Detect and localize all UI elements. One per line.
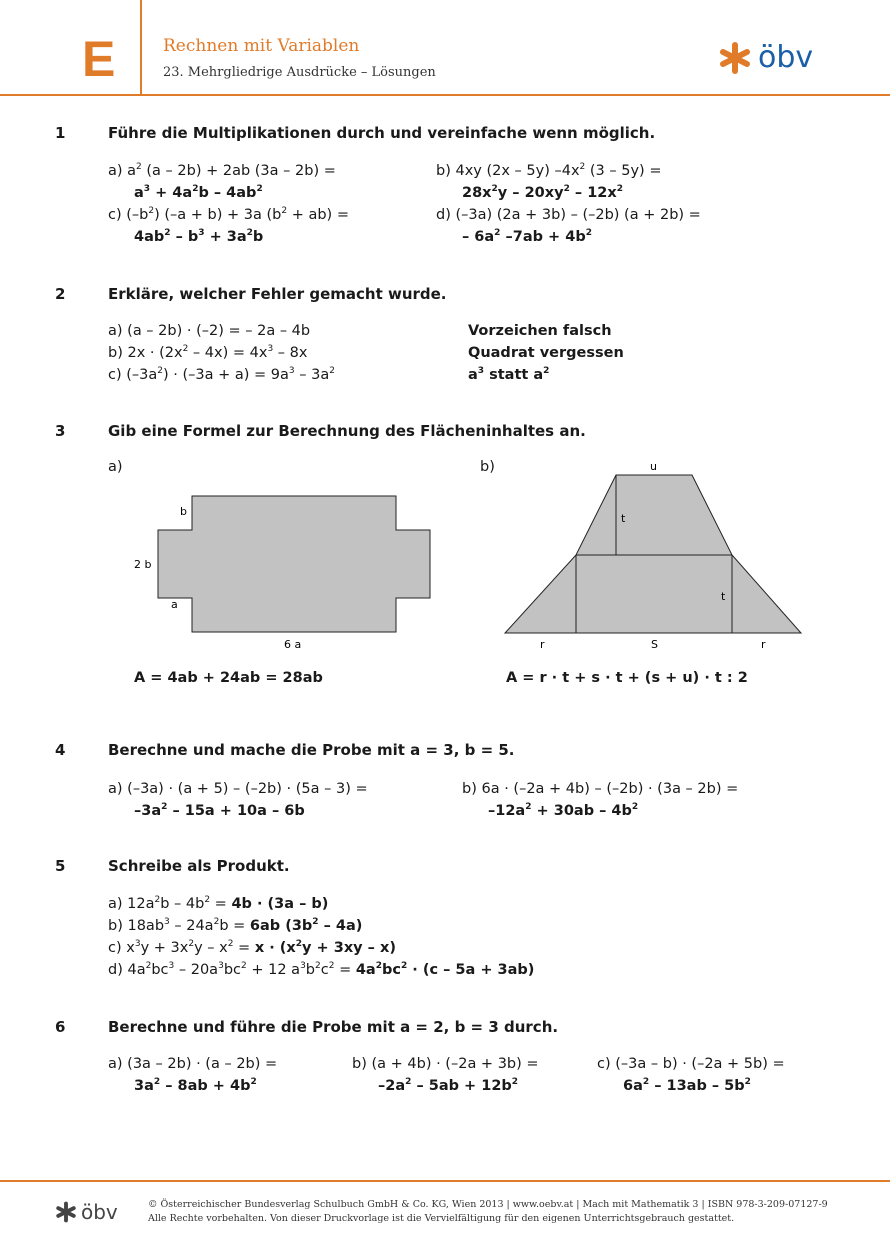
- exercise-5c: c) $x^3y + 3x^2y - x^2 = x \cdot (x^2y + 3xy - x)$: [108, 939, 396, 956]
- dim-a: a: [171, 598, 178, 611]
- label: b): [352, 1056, 367, 1072]
- note-exponent: 2: [543, 366, 550, 376]
- exercise-4b: b) 6a · (–2a + 4b) – (–2b) · (3a – 2b) =: [462, 781, 739, 797]
- solution-4a: $-3a^2 - 15a + 10a - 6b$: [134, 802, 305, 819]
- trapezoid-figure: [505, 475, 801, 633]
- solution-1d: – $6a^2$ $-7ab + 4b^2$: [462, 228, 592, 245]
- exercise-2c: c) $(-3a^2) \cdot (-3a + a) = 9a^3 - 3a^2$: [108, 366, 335, 383]
- task-title: Berechne und mache die Probe mit a = 3, b = 5.: [108, 741, 515, 759]
- dim-2b: 2 b: [134, 558, 152, 571]
- dim-u: u: [650, 460, 657, 473]
- label: b): [462, 781, 477, 797]
- label: c): [597, 1056, 611, 1072]
- task-title: Erkläre, welcher Fehler gemacht wurde.: [108, 285, 447, 303]
- note-exponent: 3: [477, 366, 485, 376]
- label: c): [108, 940, 122, 956]
- exercise-5b: b) $18ab^3 - 24a^2b = 6ab$ $(3b^2 - 4a)$: [108, 917, 363, 934]
- exercise-1d: d) (–3a) (2a + 3b) – (–2b) (a + 2b) =: [436, 207, 701, 223]
- error-note-2a: Vorzeichen falsch: [468, 323, 612, 339]
- task-number: 1: [55, 124, 66, 142]
- exercise-2a: a) (a – 2b) · (–2) = – 2a – 4b: [108, 323, 311, 339]
- answer-3b: A = r · t + s · t + (s + u) · t : 2: [506, 670, 748, 686]
- exercise-1a: a) $a^2$ (a – 2b) + 2ab (3a – 2b) =: [108, 162, 336, 179]
- solution-4b: $-12a^2 + 30ab - 4b^2$: [488, 802, 639, 819]
- exercise-2b: b) $2x \cdot (2x^2 - 4x) = 4x^3 - 8x$: [108, 344, 308, 361]
- page-subtitle: 23. Mehrgliedrige Ausdrücke – Lösungen: [163, 65, 436, 80]
- task-title: Führe die Multiplikationen durch und vereinfache wenn möglich.: [108, 124, 656, 142]
- task-number: 6: [55, 1018, 66, 1036]
- solution-6b: $-2a^2 - 5ab + 12b^2$: [378, 1077, 519, 1094]
- chapter-letter: E: [82, 31, 116, 87]
- task-number: 4: [55, 741, 66, 759]
- figure-label-b: b): [480, 459, 495, 475]
- task-number: 3: [55, 422, 66, 440]
- task-title: Gib eine Formel zur Berechnung des Flächeninhaltes an.: [108, 422, 586, 440]
- dim-r-right: r: [761, 638, 766, 651]
- label: c): [108, 207, 122, 223]
- label: d): [436, 207, 451, 223]
- solution-6a: $3a^2 - 8ab + 4b^2$: [134, 1077, 257, 1094]
- dim-s: S: [651, 638, 658, 651]
- label: c): [108, 367, 122, 383]
- label: a): [108, 163, 123, 179]
- task-number: 5: [55, 857, 66, 875]
- solution-1b: $28x^2y - 20xy^2 - 12x^2$: [462, 184, 623, 201]
- label: a): [108, 1056, 123, 1072]
- answer-3a: A = 4ab + 24ab = 28ab: [134, 670, 323, 686]
- dim-t-top: t: [621, 512, 626, 525]
- page-title: Rechnen mit Variablen: [163, 36, 360, 56]
- logo-text: öbv: [758, 40, 814, 75]
- exercise-4a: a) (–3a) · (a + 5) – (–2b) · (5a – 3) =: [108, 781, 368, 797]
- task-title: Schreibe als Produkt.: [108, 857, 290, 875]
- label: a): [108, 896, 123, 912]
- footer-rule: [0, 1180, 890, 1182]
- solution-1c: $4ab^2 - b^3 + 3a^2b$: [134, 228, 264, 245]
- dim-6a: 6 a: [284, 638, 302, 651]
- exercise-5a: a) $12a^2b - 4b^2 = 4b \cdot (3a - b)$: [108, 895, 329, 912]
- label: d): [108, 962, 123, 978]
- dim-b: b: [180, 505, 187, 518]
- exercise-5d: d) $4a^2bc^3 - 20a^3bc^2 + 12$ $a^3b^2c^2 = 4a^2bc^2 \cdot (c - 5a + 3ab)$: [108, 961, 535, 978]
- exercise-1b: b) 4xy (2x – 5y) $-4x^2$ (3 – 5y) =: [436, 162, 662, 179]
- task-title: Berechne und führe die Probe mit a = 2, b = 3 durch.: [108, 1018, 559, 1036]
- error-note-2b: Quadrat vergessen: [468, 345, 624, 361]
- exercise-1c: c) $(-b^2) (-a + b) + 3a$ $(b^2 + ab)$ =: [108, 206, 349, 223]
- label: b): [436, 163, 451, 179]
- copyright-text: [148, 1198, 828, 1226]
- star-logo-icon: [55, 1201, 77, 1223]
- label: b): [108, 918, 123, 934]
- footer-logo: [55, 1200, 118, 1224]
- exercise-6b: b) (a + 4b) · (–2a + 3b) =: [352, 1056, 539, 1072]
- copyright-line-2: Alle Rechte vorbehalten. Von dieser Druckvorlage ist die Vervielfältigung für den eigenen Unterrichtsgebrauch gestattet.: [148, 1213, 735, 1224]
- dim-t-bottom: t: [721, 590, 726, 603]
- copyright-line-1: © Österreichischer Bundesverlag Schulbuch GmbH & Co. KG, Wien 2013 | www.oebv.at | Mach mit Mathematik 3 | ISBN 978-3-209-07127-9: [148, 1199, 828, 1210]
- solution-1a: $a^3 + 4a^2b - 4ab^2$: [134, 184, 263, 201]
- exercise-6a: a) (3a – 2b) · (a – 2b) =: [108, 1056, 278, 1072]
- label: a): [108, 781, 123, 797]
- exercise-6c: c) (–3a – b) · (–2a + 5b) =: [597, 1056, 785, 1072]
- note-part: a: [468, 367, 478, 383]
- label: b): [108, 345, 123, 361]
- task-number: 2: [55, 285, 66, 303]
- dim-r-left: r: [540, 638, 545, 651]
- solution-6c: $6a^2 - 13ab - 5b^2$: [623, 1077, 751, 1094]
- label: a): [108, 323, 123, 339]
- figure-label-a: a): [108, 459, 123, 475]
- footer-logo-text: öbv: [81, 1200, 118, 1224]
- note-part: statt a: [484, 367, 544, 383]
- cross-shape-figure: [158, 496, 430, 632]
